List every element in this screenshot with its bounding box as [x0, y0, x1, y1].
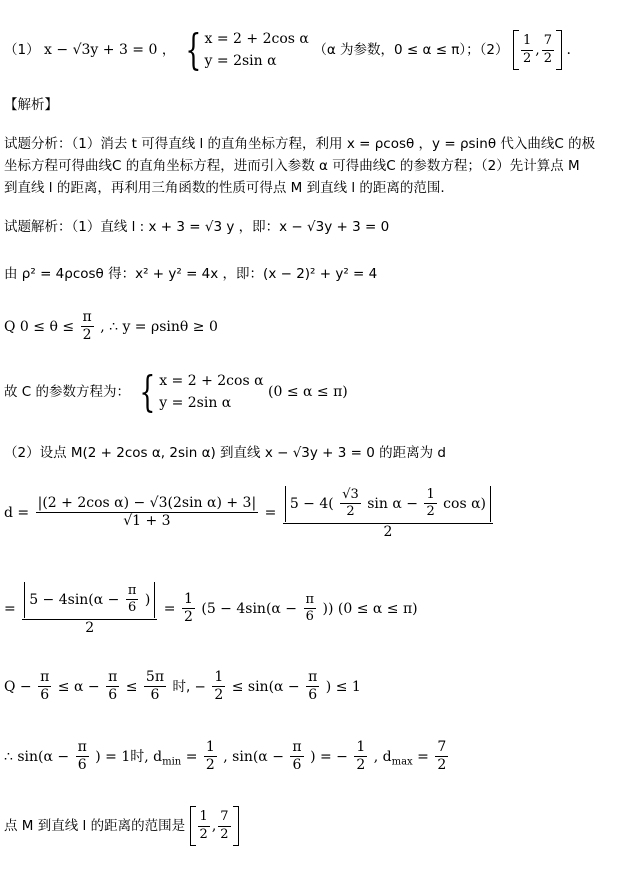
distance-formula: d = $\frac{\text{|(2 + 2cos α) − √3(2sin α) + 3|}}{√1 + 3}$ = 5 − 4( $\frac{√3}{2}$ sin α − $\frac{1}{2}$ cos α) 2 — [4, 486, 495, 540]
answer-line — [4, 25, 571, 74]
solution-step-5: （2）设点 M(2 + 2cos α, 2sin α) 到直线 x − √3y + 3 = 0 的距离为 d — [4, 445, 447, 461]
solution-step-4: 故 C 的参数方程为： { x = 2 + 2cos α y = 2sin α (0 ≤ α ≤ π) — [4, 367, 348, 416]
analysis-heading: 【解析】 — [4, 97, 58, 113]
solution-step-1: 试题解析：（1）直线 l : x + 3 = √3 y ，即：x − √3y + 3 = 0 — [4, 219, 390, 235]
min-max-line: ∴ sin(α − $\frac{\pi}{6}$ ) = 1时, $d_{min}$ = $\frac{1}{2}$ , sin(α − $\frac{\pi}{6}$ ) = − $\frac{1}{2}$ , $d_{max}$ = $\frac{7}{2}$ — [4, 739, 447, 774]
part1-label: （1） — [4, 42, 40, 58]
answer-sys-x: x = 2 + 2cos α — [204, 31, 309, 47]
answer-end: . — [566, 42, 571, 58]
distance-simplified: = 5 − 4sin(α − $\frac{\pi}{6}$ ) 2 = $\frac{1}{2}$ (5 − 4sin(α − $\frac{\pi}{6}$ )) (0 ≤ α ≤ π) — [4, 583, 418, 636]
analysis-line-1: 试题分析：（1）消去 t 可得直线 l 的直角坐标方程，利用 x = ρcosθ ，y = ρsinθ 代入曲线C 的极 — [4, 136, 596, 152]
answer-sys-y: y = 2sin α — [204, 53, 277, 69]
analysis-line-2: 坐标方程可得曲线C 的直角坐标方程，进而引入参数 α 可得曲线C 的参数方程；（2）先计算点 M — [4, 158, 580, 174]
analysis-line-3: 到直线 l 的距离，再利用三角函数的性质可得点 M 到直线 l 的距离的范围. — [4, 180, 445, 196]
answer-sep: ， — [161, 42, 176, 58]
answer-param-system: { x = 2 + 2cos α y = 2sin α — [185, 25, 309, 74]
solution-step-3: Q 0 ≤ θ ≤ $\frac{\pi}{2}$ , ∴ y = ρsinθ ≥ 0 — [4, 309, 218, 344]
angle-range: Q − $\frac{\pi}{6}$ ≤ α − $\frac{\pi}{6}$ ≤ $\frac{5\pi}{6}$ 时, − $\frac{1}{2}$ ≤ sin(α − $\frac{\pi}{6}$ ) ≤ 1 — [4, 669, 361, 704]
answer-range: $\frac{1}{2}$ , $\frac{7}{2}$ — [513, 30, 562, 70]
answer-param-note: （α 为参数，0 ≤ α ≤ π）；（2） — [313, 42, 509, 58]
answer-line-eq: x − √3y + 3 = 0 — [44, 42, 158, 58]
solution-step-2: 由 ρ² = 4ρcosθ 得：x² + y² = 4x ，即：(x − 2)² + y² = 4 — [4, 266, 378, 282]
final-answer: 点 M 到直线 l 的距离的范围是 $\frac{1}{2}$ , $\frac{7}{2}$ — [4, 806, 239, 846]
